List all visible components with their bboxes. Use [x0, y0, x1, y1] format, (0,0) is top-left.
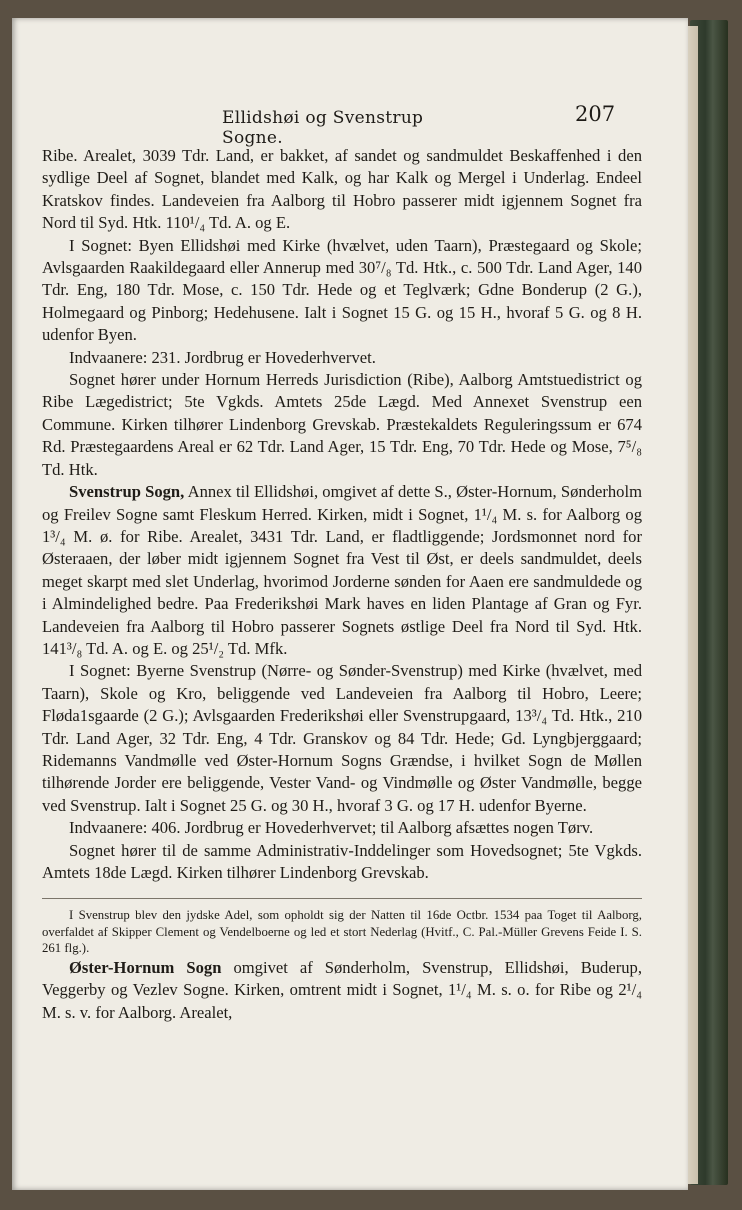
- running-title: Ellidshøi og Svenstrup Sogne.: [222, 108, 424, 148]
- footnote: I Svenstrup blev den jydske Adel, som opholdt sig der Natten til 16de Octbr. 1534 paa Toget til Aalborg, overfaldet af Skipper Clement og Vendelboerne og led et stort Nederlag (Hvitf., C. Pal.-Müller Grevens Feide I. S. 261 flg.).: [42, 908, 642, 956]
- paragraph: I Sognet: Byerne Svenstrup (Nørre- og Sønder-Svenstrup) med Kirke (hvælvet, med Taarn), Skole og Kro, beliggende ved Landeveien fra Aalborg til Hobro, Leere; Fløda1sgaarde (2 G.); Avlsgaarden Frederikshøi eller Svenstrupgaard, 13³/₄ Td. Htk., 210 Tdr. Land Ager, 32 Tdr. Eng, 4 Tdr. Granskov og 84 Tdr. Hede; Gd. Lyngbjerggaard; Ridemanns Vandmølle ved Øster-Hornum Sogns Grændse, i hvilket Sogn de Møllen tilhørende Jorder ere beliggende, Vester Vand- og Vindmølle og Øster Vandmølle, begge ved Svenstrup. Ialt i Sognet 25 G. og 30 H., hvoraf 3 G. og 17 H. udenfor Byerne.: [42, 661, 642, 815]
- section-text: omgivet af Sønderholm, Svenstrup, Ellidshøi, Buderup, Veggerby og Vezlev Sogne. Kirken, omtrent midt i Sognet, 1¹/₄ M. s. o. for Ribe og 2¹/₄ M. s. v. for Aalborg. Arealet,: [42, 957, 642, 1022]
- paragraph: Sognet hører under Hornum Herreds Jurisdiction (Ribe), Aalborg Amtstuedistrict og Ribe Lægedistrict; 5te Vgkds. Amtets 25de Lægd. Med Annexet Svenstrup een Commune. Kirken tilhører Lindenborg Grevskab. Præstekaldets Reguleringssum er 674 Rd. Præstegaardens Areal er 62 Tdr. Land Ager, 15 Tdr. Eng, 70 Tdr. Hede og Mose, 7⁵/₈ Td. Htk.: [42, 370, 642, 479]
- section-svenstrup: [42, 481, 642, 660]
- paragraph: Sognet hører til de samme Administrativ-Inddelinger som Hovedsognet; 5te Vgkds. Amtets 18de Lægd. Kirken tilhører Lindenborg Grevskab.: [42, 840, 642, 882]
- page-header: [12, 102, 652, 148]
- section-heading: Øster-Hornum Sogn: [69, 957, 222, 977]
- paragraph: Indvaanere: 231. Jordbrug er Hovederhvervet.: [69, 347, 376, 367]
- paragraph: Indvaanere: 406. Jordbrug er Hovederhvervet; til Aalborg afsættes nogen Tørv.: [69, 818, 594, 838]
- section-oster-hornum: [42, 957, 642, 1024]
- section-text: Annex til Ellidshøi, omgivet af dette S., Øster-Hornum, Sønderholm og Freilev Sogne samt Fleskum Herred. Kirken, midt i Sognet, 1¹/₄ M. s. for Aalborg og 1³/₄ M. ø. for Ribe. Arealet, 3431 Tdr. Land, er fladtliggende; Jordsmonnet nord for Østeraaen, der løber midt igjennem Sognet fra Vest til Øst, er deels sandmuldet, deels meget skarpt med slet Underlag, hvorimod Jorderne sønden for Aaen ere sandmuldede og i Almindelighed bedre. Paa Frederikshøi Mark haves en liden Plantage af Gran og Fyr. Landeveien fra Aalborg til Hobro passerer Sognets østlige Deel fra Nord til Syd. Htk. 141³/₈ Td. A. og E. og 25¹/₂ Td. Mfk.: [42, 482, 642, 658]
- footnote-block: [42, 898, 642, 957]
- paragraph: I Sognet: Byen Ellidshøi med Kirke (hvælvet, uden Taarn), Præstegaard og Skole; Avlsgaarden Raakildegaard eller Annerup med 30⁷/₈ Td. Htk., c. 500 Tdr. Land Ager, 140 Tdr. Eng, 180 Tdr. Mose, c. 150 Tdr. Hede og et Teglværk; Gdne Bonderup (2 G.), Holmegaard og Pinborg; Hedehusene. Ialt i Sognet 15 G. og 15 H., hvoraf 5 G. og 8 H. udenfor Byen.: [42, 235, 642, 345]
- page-body: [42, 145, 642, 1024]
- page-number: 207: [575, 102, 616, 126]
- paragraph: Ribe. Arealet, 3039 Tdr. Land, er bakket, af sandet og sandmuldet Beskaffenhed i den sydlige Deel af Sognet, blandet med Kalk, og har Kalk og Mergel i Underlag. Endeel Kratskov findes. Landeveien fra Aalborg til Hobro passerer midt igjennem Sognet fra Nord til Syd. Htk. 110¹/₄ Td. A. og E.: [42, 146, 642, 233]
- section-heading: Svenstrup Sogn,: [69, 482, 185, 502]
- book-page: [12, 18, 688, 1190]
